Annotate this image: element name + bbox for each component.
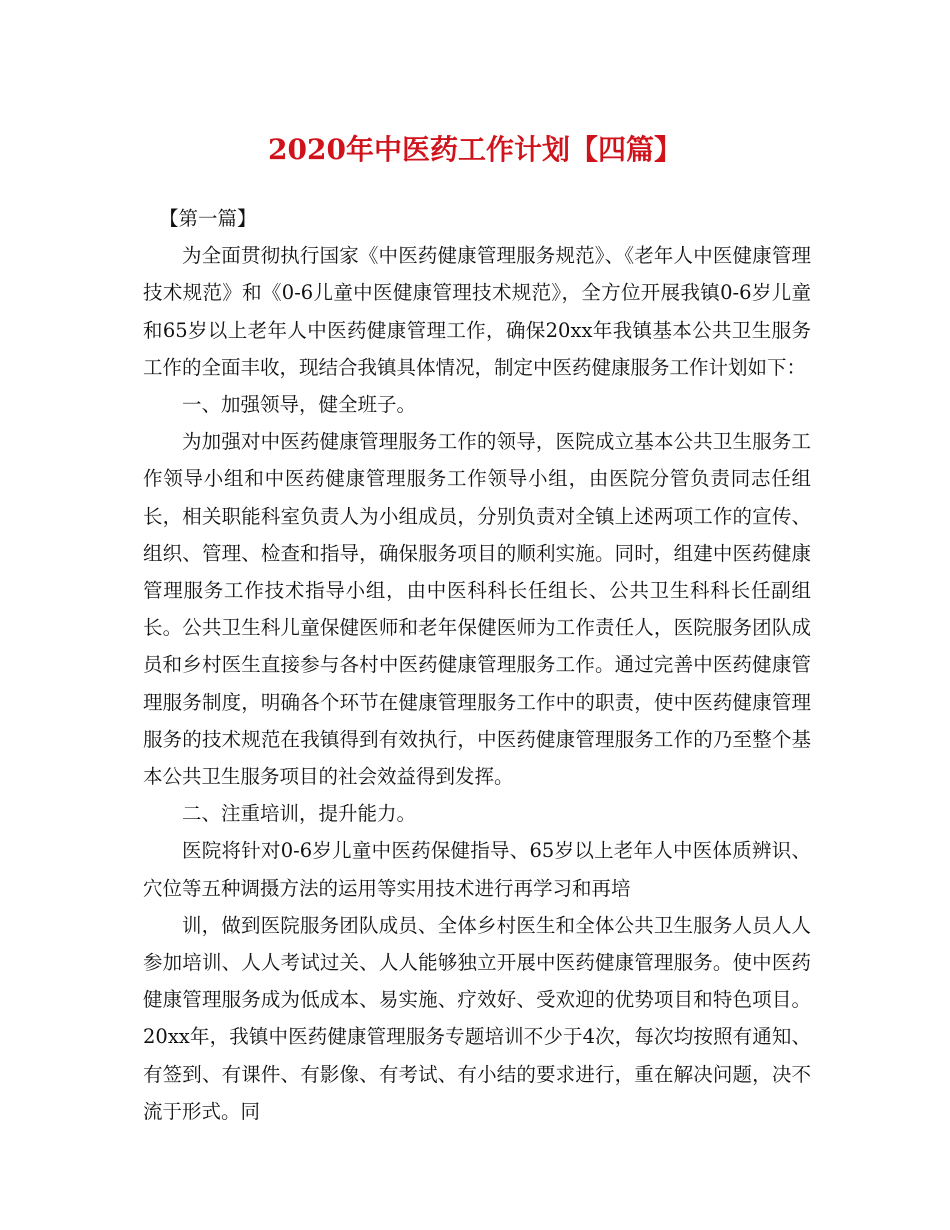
paragraph: 为加强对中医药健康管理服务工作的领导，医院成立基本公共卫生服务工作领导小组和中医药健康管理服务工作领导小组，由医院分管负责同志任组长，相关职能科室负责人为小组成员，分别负责对全镇上述两项工作的宣传、组织、管理、检查和指导，确保服务项目的顺利实施。同时，组建中医药健康管理服务工作技术指导小组，由中医科科长任组长、公共卫生科科长任副组长。公共卫生科儿童保健医师和老年保健医师为工作责任人，医院服务团队成员和乡村医生直接参与各村中医药健康管理服务工作。通过完善中医药健康管理服务制度，明确各个环节在健康管理服务工作中的职责，使中医药健康管理服务的技术规范在我镇得到有效执行，中医药健康管理服务工作的乃至整个基本公共卫生服务项目的社会效益得到发挥。: [143, 430, 811, 789]
section-label: 【第一篇】: [159, 207, 257, 230]
section-heading: 二、注重培训，提升能力。: [182, 802, 417, 826]
paragraph: 训，做到医院服务团队成员、全体乡村医生和全体公共卫生服务人员人人参加培训、人人考试过关、人人能够独立开展中医药健康管理服务。使中医药健康管理服务成为低成本、易实施、疗效好、受欢迎的优势项目和特色项目。20xx年，我镇中医药健康管理服务专题培训不少于4次，每次均按照有通知、有签到、有课件、有影像、有考试、有小结的要求进行，重在解决问题，决不流于形式。同: [143, 913, 811, 1123]
section-heading: 一、加强领导，健全班子。: [182, 393, 417, 417]
paragraph: 为全面贯彻执行国家《中医药健康管理服务规范》、《老年人中医健康管理技术规范》和《0-6儿童中医健康管理技术规范》，全方位开展我镇0-6岁儿童和65岁以上老年人中医药健康管理工作，确保20xx年我镇基本公共卫生服务工作的全面丰收，现结合我镇具体情况，制定中医药健康服务工作计划如下：: [143, 244, 811, 379]
document-body: [143, 200, 811, 1130]
document-title: 2020年中医药工作计划【四篇】: [268, 133, 682, 166]
paragraph: 医院将针对0-6岁儿童中医药保健指导、65岁以上老年人中医体质辨识、穴位等五种调摄方法的运用等实用技术进行再学习和再培: [143, 839, 811, 900]
